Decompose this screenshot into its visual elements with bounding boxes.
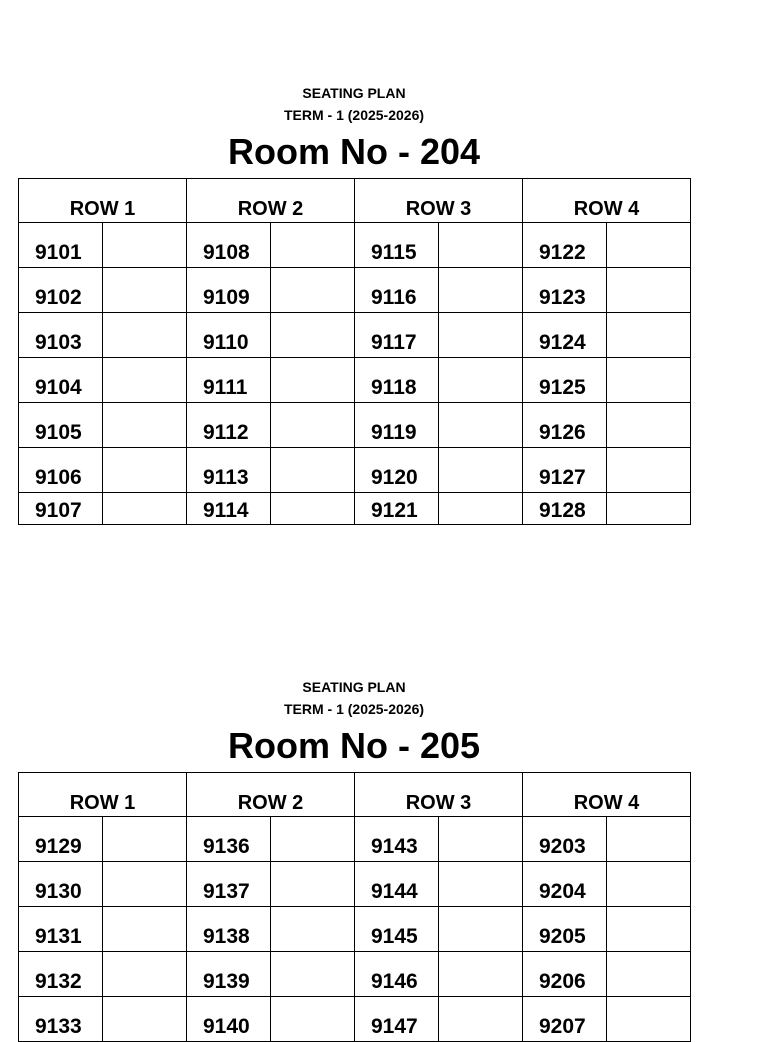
seat-blank — [439, 493, 523, 525]
seat-blank — [439, 358, 523, 403]
column-header: ROW 1 — [19, 773, 187, 817]
seat-blank — [271, 493, 355, 525]
seat-number: 9101 — [19, 223, 103, 268]
seat-blank — [271, 358, 355, 403]
seat-number: 9103 — [19, 313, 103, 358]
seat-blank — [103, 493, 187, 525]
seat-blank — [271, 952, 355, 997]
seat-number: 9104 — [19, 358, 103, 403]
table-row — [19, 313, 691, 358]
seat-number: 9139 — [187, 952, 271, 997]
seat-number: 9123 — [523, 268, 607, 313]
seat-number: 9110 — [187, 313, 271, 358]
seat-blank — [103, 403, 187, 448]
seat-blank — [103, 448, 187, 493]
seat-blank — [103, 817, 187, 862]
seat-number: 9132 — [19, 952, 103, 997]
seat-blank — [439, 313, 523, 358]
table-header-row — [19, 179, 691, 223]
seat-blank — [103, 313, 187, 358]
seat-number: 9133 — [19, 997, 103, 1042]
seat-number: 9140 — [187, 997, 271, 1042]
seat-number: 9119 — [355, 403, 439, 448]
seat-blank — [439, 448, 523, 493]
seat-number: 9131 — [19, 907, 103, 952]
seat-blank — [271, 817, 355, 862]
seat-blank — [271, 223, 355, 268]
seat-blank — [607, 862, 691, 907]
seat-number: 9207 — [523, 997, 607, 1042]
seat-blank — [439, 403, 523, 448]
seating-plan-label: SEATING PLAN — [302, 679, 406, 695]
column-header: ROW 3 — [355, 773, 523, 817]
seat-number: 9121 — [355, 493, 439, 525]
seat-number: 9128 — [523, 493, 607, 525]
seat-number: 9144 — [355, 862, 439, 907]
seat-number: 9130 — [19, 862, 103, 907]
seat-number: 9143 — [355, 817, 439, 862]
seat-blank — [271, 862, 355, 907]
table-row — [19, 493, 691, 525]
seat-number: 9125 — [523, 358, 607, 403]
term-label: TERM - 1 (2025-2026) — [283, 107, 425, 123]
column-header: ROW 4 — [523, 179, 691, 223]
seat-blank — [439, 223, 523, 268]
seat-number: 9204 — [523, 862, 607, 907]
seat-number: 9127 — [523, 448, 607, 493]
seat-number: 9102 — [19, 268, 103, 313]
seating-plan-room-205 — [18, 676, 690, 1042]
seat-number: 9206 — [523, 952, 607, 997]
column-header: ROW 3 — [355, 179, 523, 223]
seat-number: 9146 — [355, 952, 439, 997]
seat-blank — [271, 268, 355, 313]
seat-blank — [103, 862, 187, 907]
seat-number: 9116 — [355, 268, 439, 313]
room-title: Room No - 205 — [227, 725, 481, 766]
term-label: TERM - 1 (2025-2026) — [283, 701, 425, 717]
table-row — [19, 268, 691, 313]
seat-blank — [103, 907, 187, 952]
seating-table — [18, 772, 691, 1042]
seat-blank — [607, 268, 691, 313]
seat-number: 9109 — [187, 268, 271, 313]
seat-blank — [439, 817, 523, 862]
table-header-row — [19, 773, 691, 817]
seating-table — [18, 178, 691, 525]
seat-blank — [271, 313, 355, 358]
seat-number: 9205 — [523, 907, 607, 952]
seating-plan-label: SEATING PLAN — [302, 85, 406, 101]
table-row — [19, 403, 691, 448]
seat-number: 9111 — [187, 358, 271, 403]
seat-blank — [607, 448, 691, 493]
seat-blank — [103, 358, 187, 403]
seat-number: 9112 — [187, 403, 271, 448]
seat-number: 9105 — [19, 403, 103, 448]
seat-number: 9145 — [355, 907, 439, 952]
column-header: ROW 4 — [523, 773, 691, 817]
table-row — [19, 907, 691, 952]
seat-number: 9126 — [523, 403, 607, 448]
seat-blank — [271, 448, 355, 493]
seat-blank — [439, 268, 523, 313]
seat-number: 9115 — [355, 223, 439, 268]
seat-blank — [271, 403, 355, 448]
seat-blank — [103, 997, 187, 1042]
seat-blank — [439, 907, 523, 952]
seat-blank — [607, 952, 691, 997]
seating-plan-room-204 — [18, 82, 690, 525]
seat-blank — [103, 268, 187, 313]
table-row — [19, 997, 691, 1042]
seat-number: 9114 — [187, 493, 271, 525]
seat-number: 9117 — [355, 313, 439, 358]
seat-blank — [607, 223, 691, 268]
seat-number: 9122 — [523, 223, 607, 268]
column-header: ROW 1 — [19, 179, 187, 223]
seat-number: 9147 — [355, 997, 439, 1042]
seat-blank — [439, 952, 523, 997]
seat-number: 9113 — [187, 448, 271, 493]
seat-number: 9120 — [355, 448, 439, 493]
seat-blank — [607, 997, 691, 1042]
seat-number: 9124 — [523, 313, 607, 358]
seat-number: 9203 — [523, 817, 607, 862]
seat-number: 9118 — [355, 358, 439, 403]
seat-number: 9136 — [187, 817, 271, 862]
seat-number: 9107 — [19, 493, 103, 525]
table-row — [19, 817, 691, 862]
table-row — [19, 862, 691, 907]
seat-blank — [439, 997, 523, 1042]
seat-blank — [607, 493, 691, 525]
seat-blank — [607, 907, 691, 952]
table-row — [19, 358, 691, 403]
seat-blank — [103, 952, 187, 997]
seat-blank — [271, 907, 355, 952]
seat-blank — [607, 358, 691, 403]
column-header: ROW 2 — [187, 773, 355, 817]
seat-number: 9137 — [187, 862, 271, 907]
room-title: Room No - 204 — [227, 131, 481, 172]
seat-blank — [271, 997, 355, 1042]
seat-blank — [607, 403, 691, 448]
seat-number: 9129 — [19, 817, 103, 862]
seat-blank — [439, 862, 523, 907]
table-row — [19, 223, 691, 268]
seat-blank — [607, 817, 691, 862]
seat-number: 9138 — [187, 907, 271, 952]
seat-blank — [103, 223, 187, 268]
seat-blank — [607, 313, 691, 358]
table-row — [19, 952, 691, 997]
seat-number: 9108 — [187, 223, 271, 268]
column-header: ROW 2 — [187, 179, 355, 223]
seat-number: 9106 — [19, 448, 103, 493]
table-row — [19, 448, 691, 493]
